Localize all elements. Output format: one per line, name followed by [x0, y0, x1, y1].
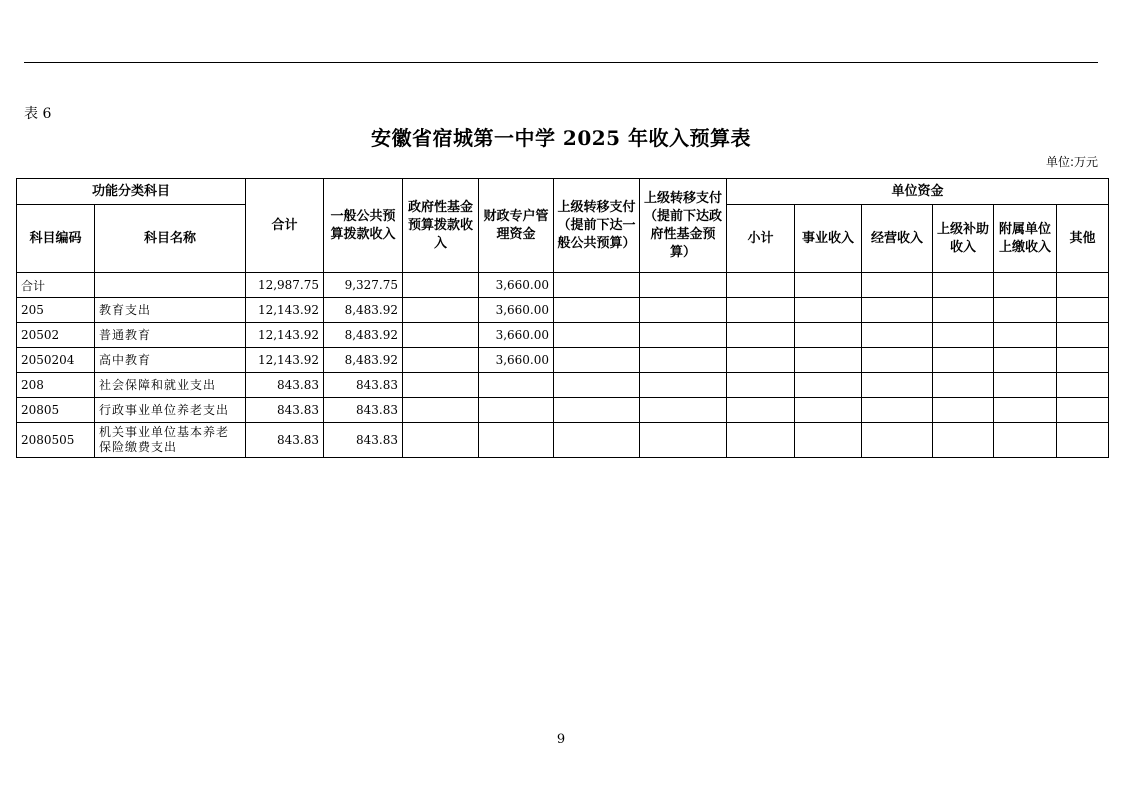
empty-cell	[1057, 273, 1109, 298]
empty-cell	[554, 323, 640, 348]
empty-cell	[795, 298, 862, 323]
gov-fund-value	[403, 273, 479, 298]
header-transfer-general-budget: 上级转移支付（提前下达一般公共预算）	[554, 179, 640, 273]
fiscal-special-value	[479, 423, 554, 458]
empty-cell	[1057, 398, 1109, 423]
empty-cell	[862, 398, 933, 423]
header-unit-funds: 单位资金	[727, 179, 1109, 205]
empty-cell	[795, 323, 862, 348]
empty-cell	[1057, 348, 1109, 373]
general-public-value: 8,483.92	[324, 348, 403, 373]
empty-cell	[994, 273, 1057, 298]
header-operating-income: 经营收入	[862, 205, 933, 273]
subject-name: 机关事业单位基本养老保险缴费支出	[95, 423, 246, 458]
empty-cell	[554, 348, 640, 373]
empty-cell	[795, 273, 862, 298]
empty-cell	[727, 298, 795, 323]
empty-cell	[933, 423, 994, 458]
table-row	[17, 348, 1109, 373]
empty-cell	[1057, 298, 1109, 323]
empty-cell	[795, 398, 862, 423]
empty-cell	[640, 423, 727, 458]
subject-name: 社会保障和就业支出	[95, 373, 246, 398]
empty-cell	[994, 348, 1057, 373]
gov-fund-value	[403, 373, 479, 398]
empty-cell	[727, 323, 795, 348]
header-general-public-budget: 一般公共预算拨款收入	[324, 179, 403, 273]
empty-cell	[640, 348, 727, 373]
subject-code: 20805	[17, 398, 95, 423]
subject-code: 2080505	[17, 423, 95, 458]
total-value: 12,143.92	[246, 348, 324, 373]
subject-name	[95, 273, 246, 298]
total-value: 12,143.92	[246, 323, 324, 348]
fiscal-special-value: 3,660.00	[479, 298, 554, 323]
table-number-label: 表 6	[24, 106, 52, 122]
header-transfer-fund-budget: 上级转移支付（提前下达政府性基金预算）	[640, 179, 727, 273]
table-row	[17, 373, 1109, 398]
fiscal-special-value	[479, 398, 554, 423]
total-value: 843.83	[246, 423, 324, 458]
table-body	[17, 273, 1109, 458]
empty-cell	[994, 423, 1057, 458]
subject-code: 20502	[17, 323, 95, 348]
header-other: 其他	[1057, 205, 1109, 273]
subject-name: 普通教育	[95, 323, 246, 348]
empty-cell	[640, 398, 727, 423]
empty-cell	[727, 348, 795, 373]
total-value: 843.83	[246, 398, 324, 423]
fiscal-special-value	[479, 373, 554, 398]
total-value: 12,143.92	[246, 298, 324, 323]
fiscal-special-value: 3,660.00	[479, 348, 554, 373]
fiscal-special-value: 3,660.00	[479, 273, 554, 298]
subject-name: 行政事业单位养老支出	[95, 398, 246, 423]
general-public-value: 8,483.92	[324, 298, 403, 323]
empty-cell	[727, 273, 795, 298]
header-gov-fund-budget: 政府性基金预算拨款收入	[403, 179, 479, 273]
general-public-value: 9,327.75	[324, 273, 403, 298]
header-superior-subsidy: 上级补助收入	[933, 205, 994, 273]
empty-cell	[727, 423, 795, 458]
header-subject-name: 科目名称	[95, 205, 246, 273]
empty-cell	[933, 323, 994, 348]
empty-cell	[1057, 323, 1109, 348]
empty-cell	[933, 348, 994, 373]
general-public-value: 843.83	[324, 398, 403, 423]
empty-cell	[862, 423, 933, 458]
gov-fund-value	[403, 398, 479, 423]
empty-cell	[862, 323, 933, 348]
empty-cell	[994, 298, 1057, 323]
general-public-value: 843.83	[324, 373, 403, 398]
empty-cell	[554, 398, 640, 423]
header-rule	[24, 62, 1098, 63]
empty-cell	[554, 298, 640, 323]
subject-name: 教育支出	[95, 298, 246, 323]
gov-fund-value	[403, 423, 479, 458]
empty-cell	[933, 373, 994, 398]
empty-cell	[994, 373, 1057, 398]
income-budget-table	[16, 178, 1109, 458]
empty-cell	[1057, 373, 1109, 398]
total-value: 843.83	[246, 373, 324, 398]
subject-code: 208	[17, 373, 95, 398]
total-value: 12,987.75	[246, 273, 324, 298]
empty-cell	[727, 398, 795, 423]
table-row	[17, 273, 1109, 298]
gov-fund-value	[403, 323, 479, 348]
empty-cell	[640, 373, 727, 398]
empty-cell	[862, 373, 933, 398]
table-row	[17, 298, 1109, 323]
general-public-value: 8,483.92	[324, 323, 403, 348]
header-fiscal-special-account: 财政专户管理资金	[479, 179, 554, 273]
subject-code: 205	[17, 298, 95, 323]
empty-cell	[862, 273, 933, 298]
header-total: 合计	[246, 179, 324, 273]
unit-label: 单位:万元	[1045, 155, 1098, 169]
table-row	[17, 323, 1109, 348]
empty-cell	[933, 273, 994, 298]
empty-cell	[1057, 423, 1109, 458]
page-number: 9	[556, 732, 566, 747]
fiscal-special-value: 3,660.00	[479, 323, 554, 348]
empty-cell	[554, 423, 640, 458]
empty-cell	[994, 323, 1057, 348]
empty-cell	[862, 298, 933, 323]
subject-code: 2050204	[17, 348, 95, 373]
subject-name: 高中教育	[95, 348, 246, 373]
gov-fund-value	[403, 298, 479, 323]
header-business-income: 事业收入	[795, 205, 862, 273]
header-functional-category: 功能分类科目	[17, 179, 246, 205]
empty-cell	[795, 373, 862, 398]
empty-cell	[795, 348, 862, 373]
empty-cell	[933, 398, 994, 423]
empty-cell	[933, 298, 994, 323]
header-subtotal: 小计	[727, 205, 795, 273]
empty-cell	[554, 273, 640, 298]
header-affiliated-income: 附属单位上缴收入	[994, 205, 1057, 273]
table-row	[17, 398, 1109, 423]
empty-cell	[640, 273, 727, 298]
empty-cell	[727, 373, 795, 398]
gov-fund-value	[403, 348, 479, 373]
empty-cell	[640, 323, 727, 348]
empty-cell	[862, 348, 933, 373]
header-subject-code: 科目编码	[17, 205, 95, 273]
general-public-value: 843.83	[324, 423, 403, 458]
table-row	[17, 423, 1109, 458]
empty-cell	[795, 423, 862, 458]
empty-cell	[554, 373, 640, 398]
page-title: 安徽省宿城第一中学 2025 年收入预算表	[370, 126, 752, 150]
empty-cell	[640, 298, 727, 323]
subject-code: 合计	[17, 273, 95, 298]
empty-cell	[994, 398, 1057, 423]
